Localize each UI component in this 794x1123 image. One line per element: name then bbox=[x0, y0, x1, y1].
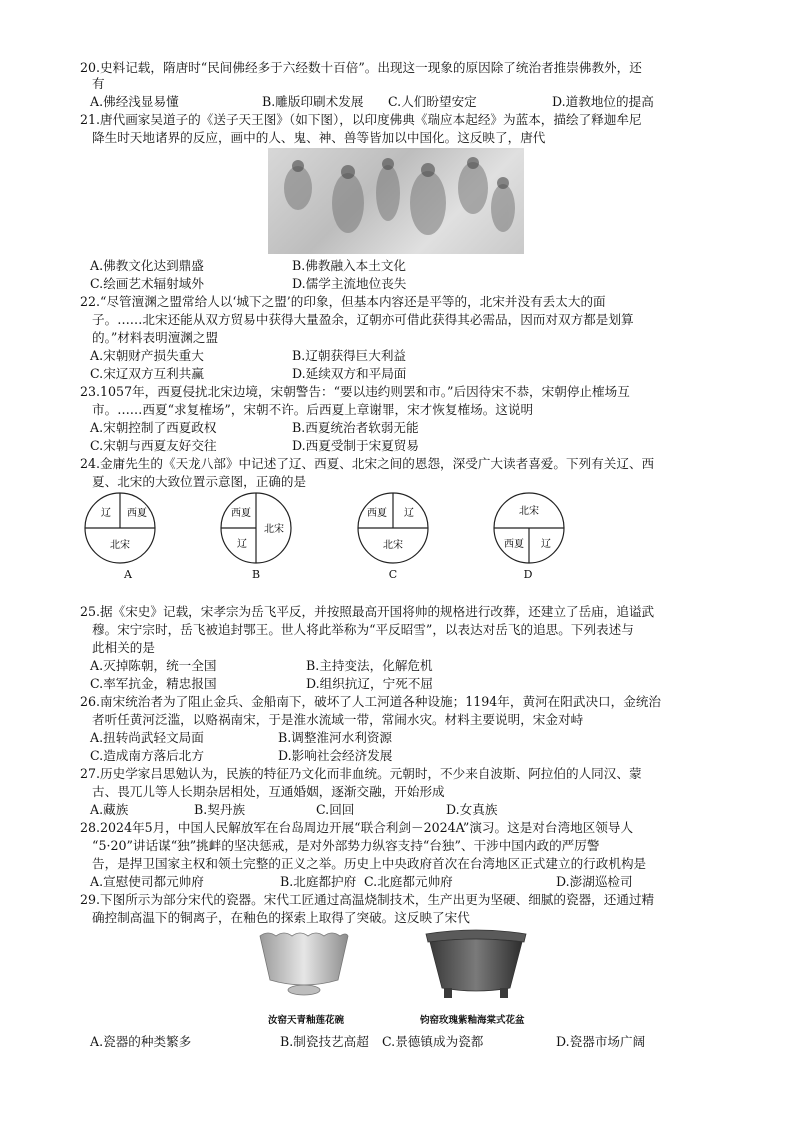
q20-option-a[interactable]: A.佛经浅显易懂 bbox=[90, 94, 179, 109]
diagram-a-label-liao: 辽 bbox=[101, 508, 111, 519]
q21-option-a[interactable]: A.佛教文化达到鼎盛 bbox=[90, 258, 204, 273]
diagram-a-caption: A bbox=[124, 568, 132, 581]
q22-stem-line1: 22.“尽管澶渊之盟常给人以‘城下之盟’的印象，但基本内容还是平等的，北宋并没有丢太大的面 bbox=[80, 294, 606, 309]
q29-option-d[interactable]: D.瓷器市场广阔 bbox=[556, 1034, 646, 1049]
q24-stem-line1: 24.金庸先生的《天龙八部》中记述了辽、西夏、北宋之间的恩怨，深受广大读者喜爱。下列有关辽、西 bbox=[80, 456, 655, 471]
q23-option-c[interactable]: C.宋朝与西夏友好交往 bbox=[90, 438, 217, 453]
q29-option-b[interactable]: B.制瓷技艺高超 bbox=[280, 1034, 369, 1049]
diagram-b-label-liao: 辽 bbox=[237, 539, 247, 550]
q20-stem-line1: 20.史料记载，隋唐时“民间佛经多于六经数十百倍”。出现这一现象的原因除了统治者推崇佛教外，还 bbox=[80, 60, 642, 75]
diagram-b-caption: B bbox=[251, 568, 261, 581]
q26-option-b[interactable]: B.调整淮河水利资源 bbox=[278, 730, 393, 745]
q27-option-d[interactable]: D.女真族 bbox=[446, 802, 498, 817]
q28-option-b[interactable]: B.北庭都护府 bbox=[280, 874, 357, 889]
q29-stem-line2: 确控制高温下的铜离子，在釉色的探索上取得了突破。这反映了宋代 bbox=[92, 910, 470, 925]
q25-stem-line1: 25.据《宋史》记载，宋孝宗为岳飞平反，并按照最高开国将帅的规格进行改葬，还建立了岳庙，追谥武 bbox=[80, 604, 655, 619]
q20-option-b[interactable]: B.雕版印刷术发展 bbox=[262, 94, 364, 109]
q21-option-b[interactable]: B.佛教融入本土文化 bbox=[292, 258, 407, 273]
q27-option-a[interactable]: A.藏族 bbox=[90, 802, 129, 817]
q21-option-d[interactable]: D.儒学主流地位丧失 bbox=[292, 276, 407, 291]
diagram-d-label-xixia: 西夏 bbox=[504, 539, 524, 550]
diagram-d-caption: D bbox=[523, 568, 533, 581]
q27-option-c[interactable]: C.回回 bbox=[316, 802, 355, 817]
q25-option-c[interactable]: C.率军抗金，精忠报国 bbox=[90, 676, 217, 691]
q26-option-c[interactable]: C.造成南方落后北方 bbox=[90, 748, 204, 763]
jun-kiln-flowerpot-image bbox=[420, 928, 532, 1002]
q29-stem-line1: 29.下图所示为部分宋代的瓷器。宋代工匠通过高温烧制技术，生产出更为坚硬、细腻的瓷器，还通过精 bbox=[80, 892, 655, 907]
diagram-c[interactable] bbox=[357, 492, 429, 564]
q29-option-a[interactable]: A.瓷器的种类繁多 bbox=[90, 1034, 192, 1049]
q22-stem-line2: 子。……北宋还能从双方贸易中获得大量盈余，辽朝亦可借此获得其必需品，因而对双方都是划算 bbox=[92, 312, 634, 327]
diagram-a-label-beisong: 北宋 bbox=[110, 540, 130, 551]
diagram-b-label-xixia: 西夏 bbox=[231, 508, 251, 519]
q22-stem-line3: 的。”材料表明澶渊之盟 bbox=[92, 330, 219, 345]
q28-option-c[interactable]: C.北庭都元帅府 bbox=[364, 874, 453, 889]
q22-option-d[interactable]: D.延续双方和平局面 bbox=[292, 366, 407, 381]
ru-kiln-bowl-caption: 汝窑天青釉莲花碗 bbox=[268, 1015, 345, 1026]
q25-option-b[interactable]: B.主持变法，化解危机 bbox=[306, 658, 433, 673]
q22-option-c[interactable]: C.宋辽双方互利共赢 bbox=[90, 366, 204, 381]
painting-image bbox=[268, 148, 524, 254]
diagram-a-label-xixia: 西夏 bbox=[127, 508, 147, 519]
q21-stem-line2: 降生时天地诸界的反应，画中的人、鬼、神、兽等皆加以中国化。这反映了，唐代 bbox=[92, 130, 546, 145]
q28-option-a[interactable]: A.宣慰使司都元帅府 bbox=[90, 874, 204, 889]
diagram-b[interactable] bbox=[220, 492, 292, 564]
q26-option-a[interactable]: A.扭转尚武轻文局面 bbox=[90, 730, 204, 745]
q29-option-c[interactable]: C.景德镇成为瓷都 bbox=[382, 1034, 484, 1049]
q28-stem-line2: “5·20”讲话谋“独”挑衅的坚决惩戒，是对外部势力纵容支持“台独”、干涉中国内政的严厉警 bbox=[92, 838, 600, 853]
diagram-c-label-liao: 辽 bbox=[404, 508, 414, 519]
q25-option-a[interactable]: A.灭掉陈朝，统一全国 bbox=[90, 658, 217, 673]
q23-stem-line1: 23.1057年，西夏侵扰北宋边境，宋朝警告：“要以违约则罢和市。”后因待宋不恭，宋朝停止榷场互 bbox=[80, 384, 630, 399]
q21-option-c[interactable]: C.绘画艺术辐射域外 bbox=[90, 276, 204, 291]
q21-stem-line1: 21.唐代画家吴道子的《送子天王图》（如下图），以印度佛典《瑞应本起经》为蓝本，描绘了释迦牟尼 bbox=[80, 112, 642, 127]
q26-stem-line1: 26.南宋统治者为了阻止金兵、金船南下，破坏了人工河道各种设施；1194年，黄河在阳武决口，金统治 bbox=[80, 694, 662, 709]
diagram-d-label-liao: 辽 bbox=[541, 539, 551, 550]
q20-stem-line2: 有 bbox=[92, 76, 105, 91]
diagram-c-caption: C bbox=[388, 568, 398, 581]
q24-stem-line2: 夏、北宋的大致位置示意图，正确的是 bbox=[92, 474, 307, 489]
q25-stem-line2: 穆。宋宁宗时，岳飞被追封鄂王。世人将此举称为“平反昭雪”，以表达对岳飞的追思。下列表述与 bbox=[92, 622, 634, 637]
q22-option-b[interactable]: B.辽朝获得巨大利益 bbox=[292, 348, 407, 363]
q27-option-b[interactable]: B.契丹族 bbox=[194, 802, 246, 817]
q20-option-c[interactable]: C.人们盼望安定 bbox=[388, 94, 477, 109]
q25-option-d[interactable]: D.组织抗辽，宁死不屈 bbox=[306, 676, 433, 691]
q23-option-d[interactable]: D.西夏受制于宋夏贸易 bbox=[292, 438, 419, 453]
diagram-d-label-beisong: 北宋 bbox=[519, 506, 539, 517]
ru-kiln-bowl-image bbox=[256, 928, 352, 1000]
q25-stem-line3: 此相关的是 bbox=[92, 640, 155, 655]
jun-kiln-flowerpot-caption: 钧窑玫瑰紫釉海棠式花盆 bbox=[420, 1015, 525, 1026]
diagram-a[interactable] bbox=[84, 492, 156, 564]
diagram-d[interactable] bbox=[493, 492, 565, 564]
diagram-c-label-beisong: 北宋 bbox=[383, 540, 403, 551]
q28-stem-line3: 告，是捍卫国家主权和领土完整的正义之举。历史上中央政府首次在台湾地区正式建立的行政机构是 bbox=[92, 856, 647, 871]
q23-option-b[interactable]: B.西夏统治者软弱无能 bbox=[292, 420, 419, 435]
diagram-b-label-beisong: 北宋 bbox=[264, 524, 284, 535]
q27-stem-line1: 27.历史学家吕思勉认为，民族的特征乃文化而非血统。元朝时，不少来自波斯、阿拉伯的人同汉、蒙 bbox=[80, 766, 642, 781]
q23-option-a[interactable]: A.宋朝控制了西夏政权 bbox=[90, 420, 217, 435]
diagram-c-label-xixia: 西夏 bbox=[367, 508, 387, 519]
q26-option-d[interactable]: D.影响社会经济发展 bbox=[278, 748, 393, 763]
q27-stem-line2: 古、畏兀儿等人长期杂居相处，互通婚姻，逐渐交融，开始形成 bbox=[92, 784, 445, 799]
q28-stem-line1: 28.2024年5月，中国人民解放军在台岛周边开展“联合利剑－2024A”演习。这是对台湾地区领导人 bbox=[80, 820, 634, 835]
q20-option-d[interactable]: D.道教地位的提高 bbox=[552, 94, 654, 109]
q28-option-d[interactable]: D.澎湖巡检司 bbox=[556, 874, 633, 889]
q22-option-a[interactable]: A.宋朝财产损失重大 bbox=[90, 348, 204, 363]
q23-stem-line2: 市。……西夏“求复榷场”，宋朝不许。后西夏上章谢罪，宋才恢复榷场。这说明 bbox=[92, 402, 534, 417]
q26-stem-line2: 者听任黄河泛滥，以赂祸南宋，于是淮水流域一带，常闹水灾。材料主要说明，宋金对峙 bbox=[92, 712, 584, 727]
